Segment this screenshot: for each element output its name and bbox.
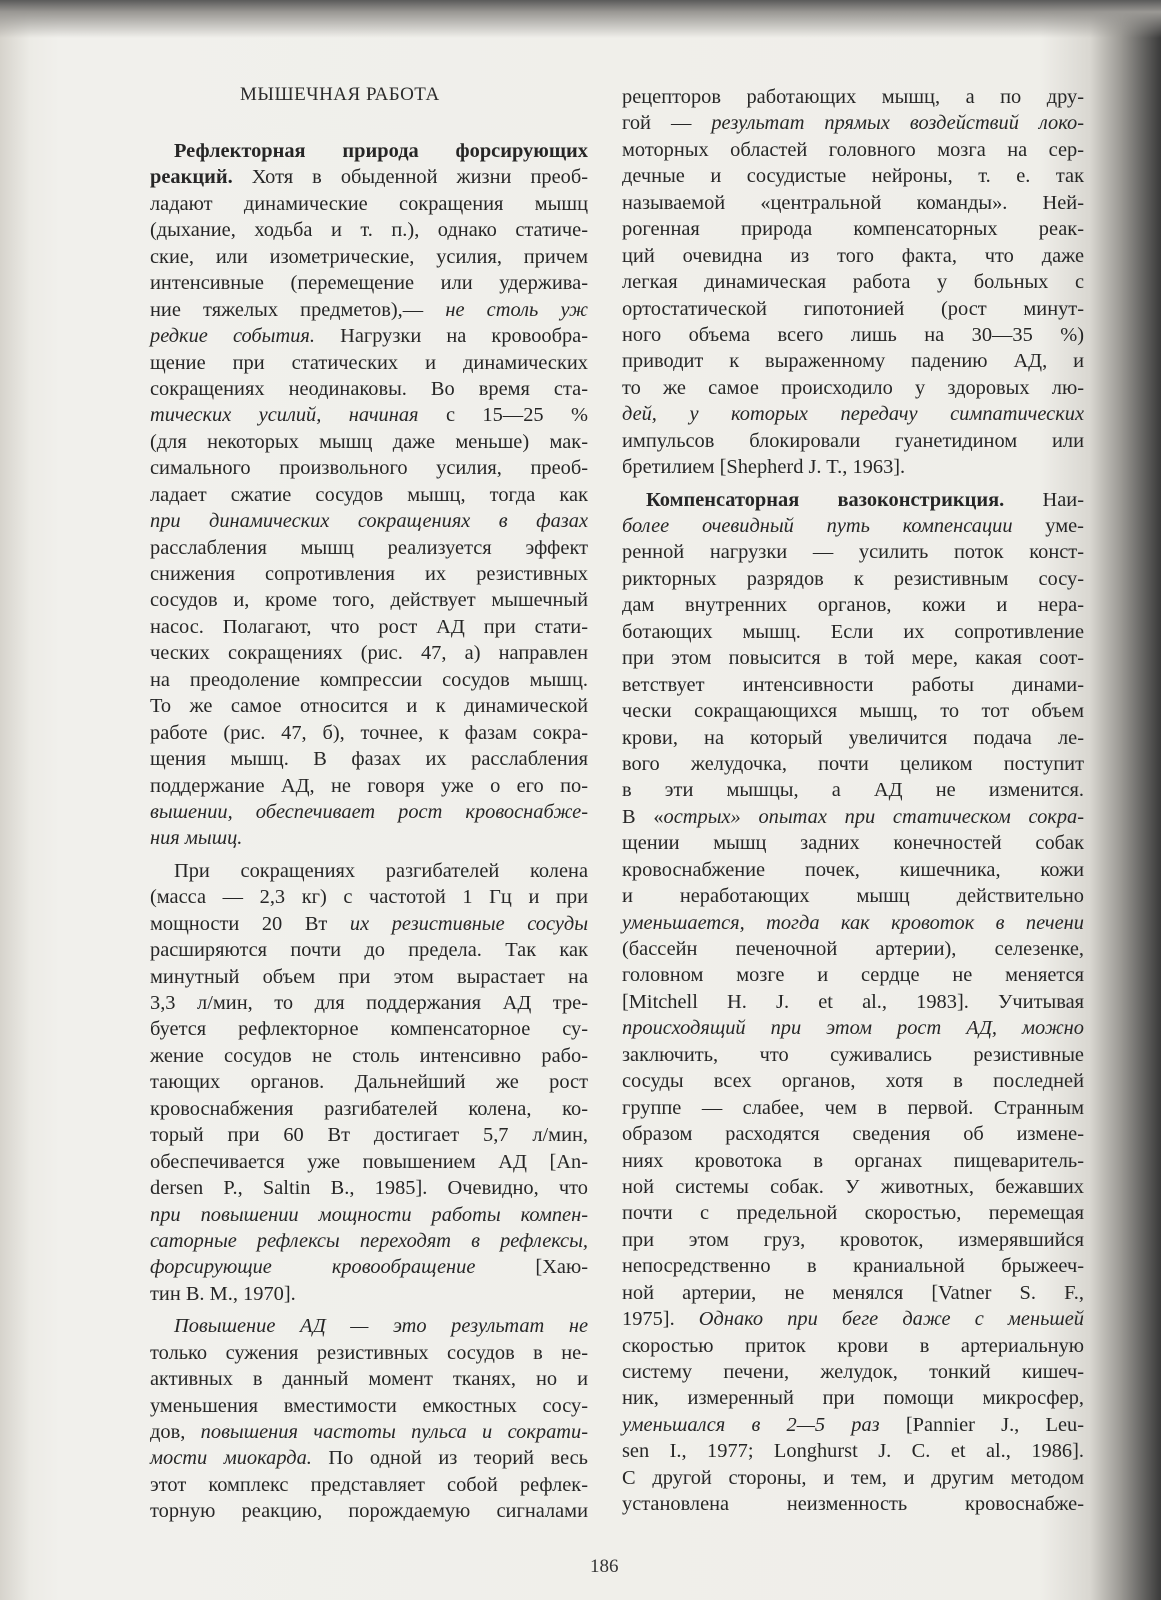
text-run: При сокращениях разгибателей колена bbox=[174, 859, 588, 882]
text-run: ботающих мышц. Если их сопротивление bbox=[622, 620, 1084, 643]
text-line bbox=[150, 217, 588, 243]
text-line bbox=[622, 84, 1084, 110]
text-run: ник, измеренный при помощи микросфер, bbox=[622, 1387, 1084, 1410]
text-run: торную реакцию, порождаемую сигналами bbox=[150, 1500, 588, 1523]
text-run: группе — слабее, чем в первой. Странным bbox=[622, 1096, 1084, 1119]
text-run: насос. Полагают, что рост АД при стати- bbox=[150, 615, 588, 638]
text-line bbox=[150, 640, 588, 666]
text-line bbox=[622, 1227, 1084, 1253]
text-line bbox=[150, 508, 588, 534]
text-line bbox=[150, 825, 588, 851]
text-line bbox=[150, 773, 588, 799]
text-run: почти с предельной скоростью, перемещая bbox=[622, 1202, 1084, 1225]
text-line bbox=[622, 1306, 1084, 1332]
text-line bbox=[150, 455, 588, 481]
text-line bbox=[622, 672, 1084, 698]
text-run: ладают динамические сокращения мышц bbox=[150, 192, 588, 215]
text-line bbox=[150, 911, 588, 937]
text-line bbox=[150, 1340, 588, 1366]
text-line bbox=[150, 720, 588, 746]
text-run: ортостатической гипотонией (рост минут- bbox=[622, 297, 1084, 320]
text-run: уме- bbox=[1012, 515, 1084, 537]
text-run: при повышении мощности работы компен- bbox=[150, 1203, 588, 1226]
text-run: их резистивные сосуды bbox=[349, 912, 589, 935]
text-line bbox=[622, 698, 1084, 724]
text-run: повышения частоты пульса и сократи- bbox=[200, 1421, 588, 1443]
text-run: скоростью приток крови в артериальную bbox=[622, 1334, 1084, 1357]
text-line bbox=[150, 1122, 588, 1148]
text-line bbox=[150, 937, 588, 963]
text-line bbox=[622, 1200, 1084, 1226]
text-run: легкая динамическая работа у больных с bbox=[622, 271, 1084, 294]
text-line bbox=[150, 693, 588, 719]
text-run: на преодоление компрессии сосудов мышц. bbox=[150, 668, 588, 691]
text-run: работе (рис. 47, б), точнее, к фазам сокра- bbox=[150, 721, 588, 744]
text-run: щения мышц. В фазах их расслабления bbox=[150, 748, 588, 771]
text-line bbox=[622, 1148, 1084, 1174]
text-line bbox=[150, 1445, 588, 1471]
text-line bbox=[622, 645, 1084, 671]
text-run: снижения сопротивления их резистивных bbox=[150, 563, 588, 585]
text-line bbox=[150, 1228, 588, 1254]
text-line bbox=[622, 857, 1084, 883]
text-run: минутный объем при этом вырастает на bbox=[150, 965, 588, 988]
text-line bbox=[622, 110, 1084, 136]
right-column bbox=[622, 84, 1084, 1518]
text-line bbox=[622, 1042, 1084, 1068]
text-line bbox=[150, 561, 588, 587]
text-run: тин В. М., 1970]. bbox=[150, 1282, 296, 1305]
text-line bbox=[622, 1412, 1084, 1438]
text-line bbox=[622, 375, 1084, 401]
text-line bbox=[622, 883, 1084, 909]
text-line bbox=[150, 1043, 588, 1069]
text-line bbox=[150, 1472, 588, 1498]
text-line bbox=[150, 191, 588, 217]
text-line bbox=[150, 376, 588, 402]
text-line bbox=[150, 1016, 588, 1042]
text-run: приводит к выраженному падению АД, и bbox=[622, 350, 1084, 373]
text-run: реакций. bbox=[150, 166, 233, 189]
text-line bbox=[150, 1393, 588, 1419]
text-line bbox=[150, 1281, 588, 1307]
text-run: sen I., 1977; Longhurst J. C. et al., 1986]. bbox=[622, 1440, 1084, 1463]
text-run: торый при 60 Вт достигает 5,7 л/мин, bbox=[150, 1124, 588, 1147]
text-run: уменьшения вместимости емкостных сосу- bbox=[150, 1394, 588, 1417]
text-run: Хотя в обыденной жизни преоб- bbox=[232, 166, 588, 189]
text-line bbox=[150, 1498, 588, 1524]
text-run: сокращениях неодинаковы. Во время ста- bbox=[150, 377, 588, 400]
text-line bbox=[622, 1253, 1084, 1279]
text-line bbox=[622, 1333, 1084, 1359]
text-line bbox=[622, 216, 1084, 242]
text-run: ветствует интенсивности работы динами- bbox=[622, 673, 1084, 696]
text-run: [Хаю- bbox=[475, 1256, 588, 1279]
text-line bbox=[622, 322, 1084, 348]
text-line bbox=[622, 1280, 1084, 1306]
text-run: ниях кровотока в органах пищеваритель- bbox=[622, 1149, 1084, 1172]
text-run: вышении, обеспечивает рост кровоснабже- bbox=[150, 800, 588, 823]
text-line bbox=[150, 1202, 588, 1228]
text-run: не столь уж bbox=[445, 298, 588, 321]
text-line bbox=[622, 619, 1084, 645]
text-line bbox=[622, 428, 1084, 454]
text-run: сосуды всех органов, хотя в последней bbox=[622, 1070, 1084, 1093]
text-run: кровоснабжения разгибателей колена, ко- bbox=[150, 1097, 588, 1120]
text-run: 3,3 л/мин, то для поддержания АД тре- bbox=[150, 992, 588, 1014]
text-line bbox=[622, 910, 1084, 936]
text-run: тающих органов. Дальнейший же рост bbox=[150, 1071, 588, 1094]
text-run: только сужения резистивных сосудов в не- bbox=[150, 1341, 588, 1364]
text-run: Однако при беге даже с меньшей bbox=[698, 1308, 1084, 1331]
text-run: этот комплекс представляет собой рефлек- bbox=[150, 1473, 588, 1496]
text-line bbox=[150, 1096, 588, 1122]
text-run: при этом груз, кровоток, измерявшийся bbox=[622, 1228, 1084, 1251]
text-run: мости миокарда. bbox=[150, 1447, 312, 1470]
text-line bbox=[622, 804, 1084, 830]
text-run: Наи- bbox=[1004, 488, 1084, 511]
text-run: щении мышц задних конечностей собак bbox=[622, 832, 1084, 855]
text-run: саторные рефлексы переходят в рефлексы, bbox=[150, 1229, 588, 1252]
text-line bbox=[150, 1069, 588, 1095]
text-run: гой — bbox=[622, 112, 712, 135]
text-line bbox=[150, 858, 588, 884]
text-run: результат прямых воздействий локо- bbox=[711, 112, 1084, 135]
text-run: установлена неизменность кровоснабже- bbox=[622, 1493, 1084, 1516]
text-line bbox=[622, 163, 1084, 189]
text-line bbox=[622, 1359, 1084, 1385]
text-line bbox=[622, 296, 1084, 322]
text-run: щение при статических и динамических bbox=[150, 351, 588, 374]
text-line bbox=[150, 535, 588, 561]
text-run: симального произвольного усилия, преоб- bbox=[150, 457, 588, 480]
text-line bbox=[622, 454, 1084, 480]
text-run: крови, на который увеличится подача ле- bbox=[622, 726, 1084, 749]
text-run: дам внутренних органов, кожи и нера- bbox=[622, 594, 1084, 617]
text-line bbox=[622, 751, 1084, 777]
text-line bbox=[622, 269, 1084, 295]
text-line bbox=[622, 190, 1084, 216]
text-run: ной артерии, не менялся [Vatner S. F., bbox=[622, 1281, 1084, 1304]
text-run: [Mitchell H. J. et al., 1983]. Учитывая bbox=[622, 990, 1084, 1013]
text-line bbox=[150, 138, 588, 164]
text-run: уменьшался в 2—5 раз bbox=[622, 1413, 880, 1436]
text-line bbox=[622, 1095, 1084, 1121]
text-run: поддержание АД, не говоря уже о его по- bbox=[150, 774, 588, 797]
text-run: жение сосудов не столь интенсивно рабо- bbox=[150, 1044, 588, 1067]
text-run: форсирующие кровообращение bbox=[150, 1256, 476, 1279]
text-run: Нагрузки на кровообра- bbox=[314, 325, 588, 348]
text-run: уменьшается, тогда как кровоток в печени bbox=[622, 911, 1084, 934]
text-run: интенсивные (перемещение или удержива- bbox=[150, 272, 588, 295]
text-run: то же самое происходило у здоровых лю- bbox=[622, 376, 1084, 399]
text-run: По одной из теорий весь bbox=[311, 1447, 588, 1470]
text-run: обеспечивается уже повышением АД [An- bbox=[150, 1150, 588, 1173]
text-line bbox=[622, 1465, 1084, 1491]
text-line bbox=[622, 1385, 1084, 1411]
text-line bbox=[150, 1366, 588, 1392]
scan-shadow bbox=[0, 0, 1161, 38]
text-run: рогенная природа компенсаторных реак- bbox=[622, 218, 1084, 241]
text-line bbox=[622, 1121, 1084, 1147]
text-line bbox=[622, 962, 1084, 988]
text-run: головном мозге и сердце не меняется bbox=[622, 964, 1084, 987]
text-run: В « bbox=[622, 805, 664, 828]
text-line bbox=[150, 164, 588, 190]
text-line bbox=[150, 614, 588, 640]
text-line bbox=[150, 990, 588, 1016]
text-line bbox=[150, 799, 588, 825]
text-line bbox=[622, 989, 1084, 1015]
text-line bbox=[150, 1149, 588, 1175]
running-header: МЫШЕЧНАЯ РАБОТА bbox=[240, 84, 440, 105]
text-run: сосудов и, кроме того, действует мышечный bbox=[150, 589, 588, 612]
text-line bbox=[150, 1175, 588, 1201]
text-run: ния мышц. bbox=[150, 827, 243, 850]
text-line bbox=[150, 1254, 588, 1280]
text-run: ческих сокращениях (рис. 47, а) направлен bbox=[150, 642, 588, 665]
text-line bbox=[150, 323, 588, 349]
text-run: 1975]. bbox=[622, 1308, 699, 1331]
text-run: чески сокращающихся мышц, то тот объем bbox=[622, 700, 1084, 723]
text-line bbox=[622, 592, 1084, 618]
text-run: [Pannier J., Leu- bbox=[879, 1413, 1084, 1436]
text-run: Компенсаторная вазоконстрикция. bbox=[646, 488, 1005, 511]
text-run: ние тяжелых предметов),— bbox=[150, 298, 446, 321]
text-line bbox=[150, 1419, 588, 1445]
text-line bbox=[622, 487, 1084, 513]
text-line bbox=[622, 1068, 1084, 1094]
left-column bbox=[150, 138, 588, 1525]
text-run: дечные и сосудистые нейроны, т. е. так bbox=[622, 165, 1084, 188]
text-run: моторных областей головного мозга на сер- bbox=[622, 138, 1084, 161]
text-line bbox=[622, 936, 1084, 962]
text-run: (для некоторых мышц даже меньше) мак- bbox=[150, 430, 588, 453]
text-run: и неработающих мышц действительно bbox=[622, 885, 1084, 908]
text-line bbox=[150, 587, 588, 613]
text-run: расширяются почти до предела. Так как bbox=[150, 939, 588, 962]
text-run: С другой стороны, и тем, и другим методом bbox=[622, 1466, 1084, 1489]
text-line bbox=[622, 243, 1084, 269]
text-line bbox=[150, 482, 588, 508]
text-run: ций очевидна из того факта, что даже bbox=[622, 244, 1084, 267]
text-run: (масса — 2,3 кг) с частотой 1 Гц и при bbox=[150, 886, 588, 909]
text-line bbox=[622, 777, 1084, 803]
text-line bbox=[622, 401, 1084, 427]
text-run: ного объема всего лишь на 30—35 %) bbox=[622, 323, 1084, 346]
text-line bbox=[150, 244, 588, 270]
text-run: называемой «центральной команды». Ней- bbox=[622, 191, 1084, 214]
text-run: непосредственно в краниальной брыжееч- bbox=[622, 1255, 1084, 1278]
text-line bbox=[622, 348, 1084, 374]
text-line bbox=[150, 746, 588, 772]
text-line bbox=[622, 1438, 1084, 1464]
text-line bbox=[150, 1313, 588, 1339]
text-run: образом расходятся сведения об измене- bbox=[622, 1123, 1084, 1146]
text-line bbox=[622, 830, 1084, 856]
text-line bbox=[622, 1174, 1084, 1200]
text-run: редкие события. bbox=[150, 325, 315, 348]
text-run: Повышение АД — это результат не bbox=[174, 1315, 588, 1338]
page-number: 186 bbox=[590, 1556, 619, 1577]
text-line bbox=[150, 964, 588, 990]
text-run: в эти мышцы, а АД не изменится. bbox=[622, 779, 1084, 802]
text-run: dersen P., Saltin B., 1985]. Очевидно, что bbox=[150, 1177, 588, 1200]
text-line bbox=[150, 350, 588, 376]
text-run: ренной нагрузки — усилить поток конст- bbox=[622, 541, 1084, 564]
text-run: ские, или изометрические, усилия, причем bbox=[150, 245, 588, 268]
text-run: То же самое относится и к динамической bbox=[150, 695, 588, 718]
text-line bbox=[150, 297, 588, 323]
text-line bbox=[622, 513, 1084, 539]
text-run: ной системы собак. У животных, бежавших bbox=[622, 1175, 1084, 1198]
text-run: дов, bbox=[150, 1421, 201, 1443]
text-line bbox=[150, 667, 588, 693]
text-run: ладает сжатие сосудов мышц, тогда как bbox=[150, 483, 588, 506]
text-run: происходящий при этом рост АД, можно bbox=[622, 1017, 1084, 1040]
text-run: рикторных разрядов к резистивным сосу- bbox=[622, 567, 1084, 590]
text-run: буется рефлекторное компенсаторное су- bbox=[150, 1018, 588, 1041]
text-run: расслабления мышц реализуется эффект bbox=[150, 536, 588, 559]
text-line bbox=[622, 725, 1084, 751]
text-line bbox=[150, 270, 588, 296]
text-run: бретилием [Shepherd J. T., 1963]. bbox=[622, 456, 906, 479]
text-run: вого желудочка, почти целиком поступит bbox=[622, 752, 1084, 775]
text-run: тических усилий, начиная bbox=[150, 404, 419, 427]
text-line bbox=[622, 1491, 1084, 1517]
text-run: импульсов блокировали гуанетидином или bbox=[622, 429, 1084, 452]
text-run: кровоснабжение почек, кишечника, кожи bbox=[622, 858, 1084, 881]
text-run: заключить, что суживались резистивные bbox=[622, 1043, 1084, 1066]
text-run: более очевидный путь компенсации bbox=[622, 515, 1013, 537]
text-line bbox=[622, 1015, 1084, 1041]
text-run: активных в данный момент тканях, но и bbox=[150, 1368, 588, 1391]
text-line bbox=[622, 566, 1084, 592]
text-run: при этом повысится в той мере, какая соот- bbox=[622, 647, 1084, 670]
text-line bbox=[150, 402, 588, 428]
text-run: острых» опытах при статическом сокра- bbox=[663, 805, 1084, 828]
text-run: систему печени, желудок, тонкий кишеч- bbox=[622, 1361, 1084, 1383]
text-run: рецепторов работающих мышц, а по дру- bbox=[622, 86, 1084, 108]
text-run: Рефлекторная природа форсирующих bbox=[174, 140, 588, 162]
text-line bbox=[622, 539, 1084, 565]
text-line bbox=[150, 429, 588, 455]
text-run: дей, у которых передачу симпатических bbox=[622, 403, 1084, 426]
text-run: (дыхание, ходьба и т. п.), однако статиче- bbox=[150, 219, 588, 242]
text-run: при динамических сокращениях в фазах bbox=[150, 510, 588, 533]
text-line bbox=[622, 137, 1084, 163]
text-line bbox=[150, 884, 588, 910]
text-run: с 15—25 % bbox=[418, 404, 588, 427]
text-run: мощности 20 Вт bbox=[150, 912, 350, 935]
text-run: (бассейн печеночной артерии), селезенке, bbox=[622, 938, 1084, 960]
